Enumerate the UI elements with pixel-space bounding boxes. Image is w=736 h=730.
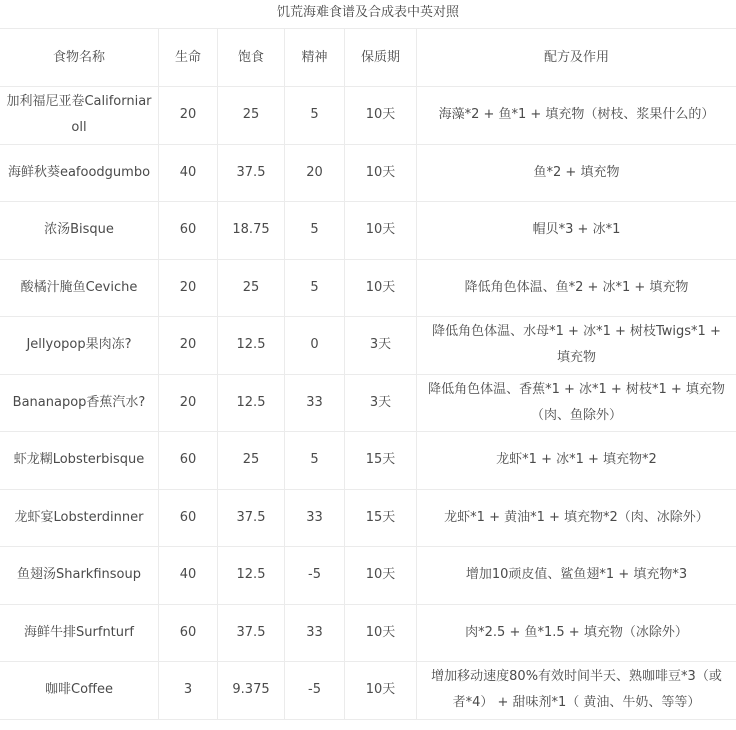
table-row: [0, 317, 736, 375]
sanity-value: 33: [285, 489, 345, 547]
shelf-life-value: 3天: [345, 374, 417, 432]
hunger-value: 37.5: [218, 604, 285, 662]
recipe-text: 海藻*2 + 鱼*1 + 填充物（树枝、浆果什么的）: [417, 87, 736, 145]
health-value: 3: [159, 662, 218, 720]
food-name: 龙虾宴Lobsterdinner: [0, 489, 159, 547]
food-name: 海鲜秋葵eafoodgumbo: [0, 144, 159, 202]
header-food-name: 食物名称: [0, 29, 159, 87]
sanity-value: 33: [285, 374, 345, 432]
sanity-value: 33: [285, 604, 345, 662]
food-name: 浓汤Bisque: [0, 202, 159, 260]
food-name: Jellyopop果肉冻?: [0, 317, 159, 375]
hunger-value: 25: [218, 432, 285, 490]
shelf-life-value: 10天: [345, 87, 417, 145]
food-name: 虾龙糊Lobsterbisque: [0, 432, 159, 490]
food-name: Bananapop香蕉汽水?: [0, 374, 159, 432]
recipe-text: 龙虾*1 + 冰*1 + 填充物*2: [417, 432, 736, 490]
recipe-text: 增加10顽皮值、鲨鱼翅*1 + 填充物*3: [417, 547, 736, 605]
shelf-life-value: 3天: [345, 317, 417, 375]
recipe-text: 龙虾*1 + 黄油*1 + 填充物*2（肉、冰除外）: [417, 489, 736, 547]
hunger-value: 12.5: [218, 374, 285, 432]
table-caption: 饥荒海难食谱及合成表中英对照: [276, 5, 459, 20]
table-row: [0, 489, 736, 547]
health-value: 20: [159, 374, 218, 432]
food-name: 咖啡Coffee: [0, 662, 159, 720]
health-value: 20: [159, 259, 218, 317]
recipe-table: [0, 28, 736, 720]
shelf-life-value: 10天: [345, 604, 417, 662]
table-header-row: [0, 29, 736, 87]
shelf-life-value: 10天: [345, 259, 417, 317]
health-value: 20: [159, 87, 218, 145]
food-name: 酸橘汁腌鱼Ceviche: [0, 259, 159, 317]
shelf-life-value: 10天: [345, 662, 417, 720]
hunger-value: 12.5: [218, 317, 285, 375]
hunger-value: 9.375: [218, 662, 285, 720]
table-row: [0, 374, 736, 432]
health-value: 60: [159, 489, 218, 547]
recipe-text: 肉*2.5 + 鱼*1.5 + 填充物（冰除外）: [417, 604, 736, 662]
hunger-value: 25: [218, 259, 285, 317]
shelf-life-value: 10天: [345, 144, 417, 202]
health-value: 40: [159, 144, 218, 202]
shelf-life-value: 15天: [345, 489, 417, 547]
shelf-life-value: 10天: [345, 202, 417, 260]
health-value: 60: [159, 202, 218, 260]
health-value: 40: [159, 547, 218, 605]
recipe-text: 降低角色体温、鱼*2 + 冰*1 + 填充物: [417, 259, 736, 317]
shelf-life-value: 15天: [345, 432, 417, 490]
sanity-value: 20: [285, 144, 345, 202]
food-name: 加利福尼亚卷Californiaroll: [0, 87, 159, 145]
table-row: [0, 259, 736, 317]
recipe-text: 降低角色体温、香蕉*1 + 冰*1 + 树枝*1 + 填充物（肉、鱼除外）: [417, 374, 736, 432]
table-row: [0, 547, 736, 605]
hunger-value: 25: [218, 87, 285, 145]
hunger-value: 18.75: [218, 202, 285, 260]
recipe-text: 增加移动速度80%有效时间半天、熟咖啡豆*3（或者*4） + 甜味剂*1（ 黄油、牛奶、等等）: [417, 662, 736, 720]
table-row: [0, 202, 736, 260]
hunger-value: 37.5: [218, 489, 285, 547]
header-recipe: 配方及作用: [417, 29, 736, 87]
recipe-text: 帽贝*3 + 冰*1: [417, 202, 736, 260]
health-value: 20: [159, 317, 218, 375]
health-value: 60: [159, 432, 218, 490]
sanity-value: 5: [285, 87, 345, 145]
food-name: 鱼翅汤Sharkfinsoup: [0, 547, 159, 605]
header-health: 生命: [159, 29, 218, 87]
sanity-value: 5: [285, 432, 345, 490]
recipe-text: 鱼*2 + 填充物: [417, 144, 736, 202]
food-name: 海鲜牛排Surfnturf: [0, 604, 159, 662]
table-row: [0, 87, 736, 145]
sanity-value: 5: [285, 259, 345, 317]
header-shelf-life: 保质期: [345, 29, 417, 87]
recipe-text: 降低角色体温、水母*1 + 冰*1 + 树枝Twigs*1 + 填充物: [417, 317, 736, 375]
sanity-value: -5: [285, 547, 345, 605]
health-value: 60: [159, 604, 218, 662]
shelf-life-value: 10天: [345, 547, 417, 605]
sanity-value: 0: [285, 317, 345, 375]
sanity-value: 5: [285, 202, 345, 260]
hunger-value: 12.5: [218, 547, 285, 605]
table-row: [0, 432, 736, 490]
header-hunger: 饱食: [218, 29, 285, 87]
table-row: [0, 144, 736, 202]
table-row: [0, 604, 736, 662]
hunger-value: 37.5: [218, 144, 285, 202]
table-row: [0, 662, 736, 720]
sanity-value: -5: [285, 662, 345, 720]
header-sanity: 精神: [285, 29, 345, 87]
